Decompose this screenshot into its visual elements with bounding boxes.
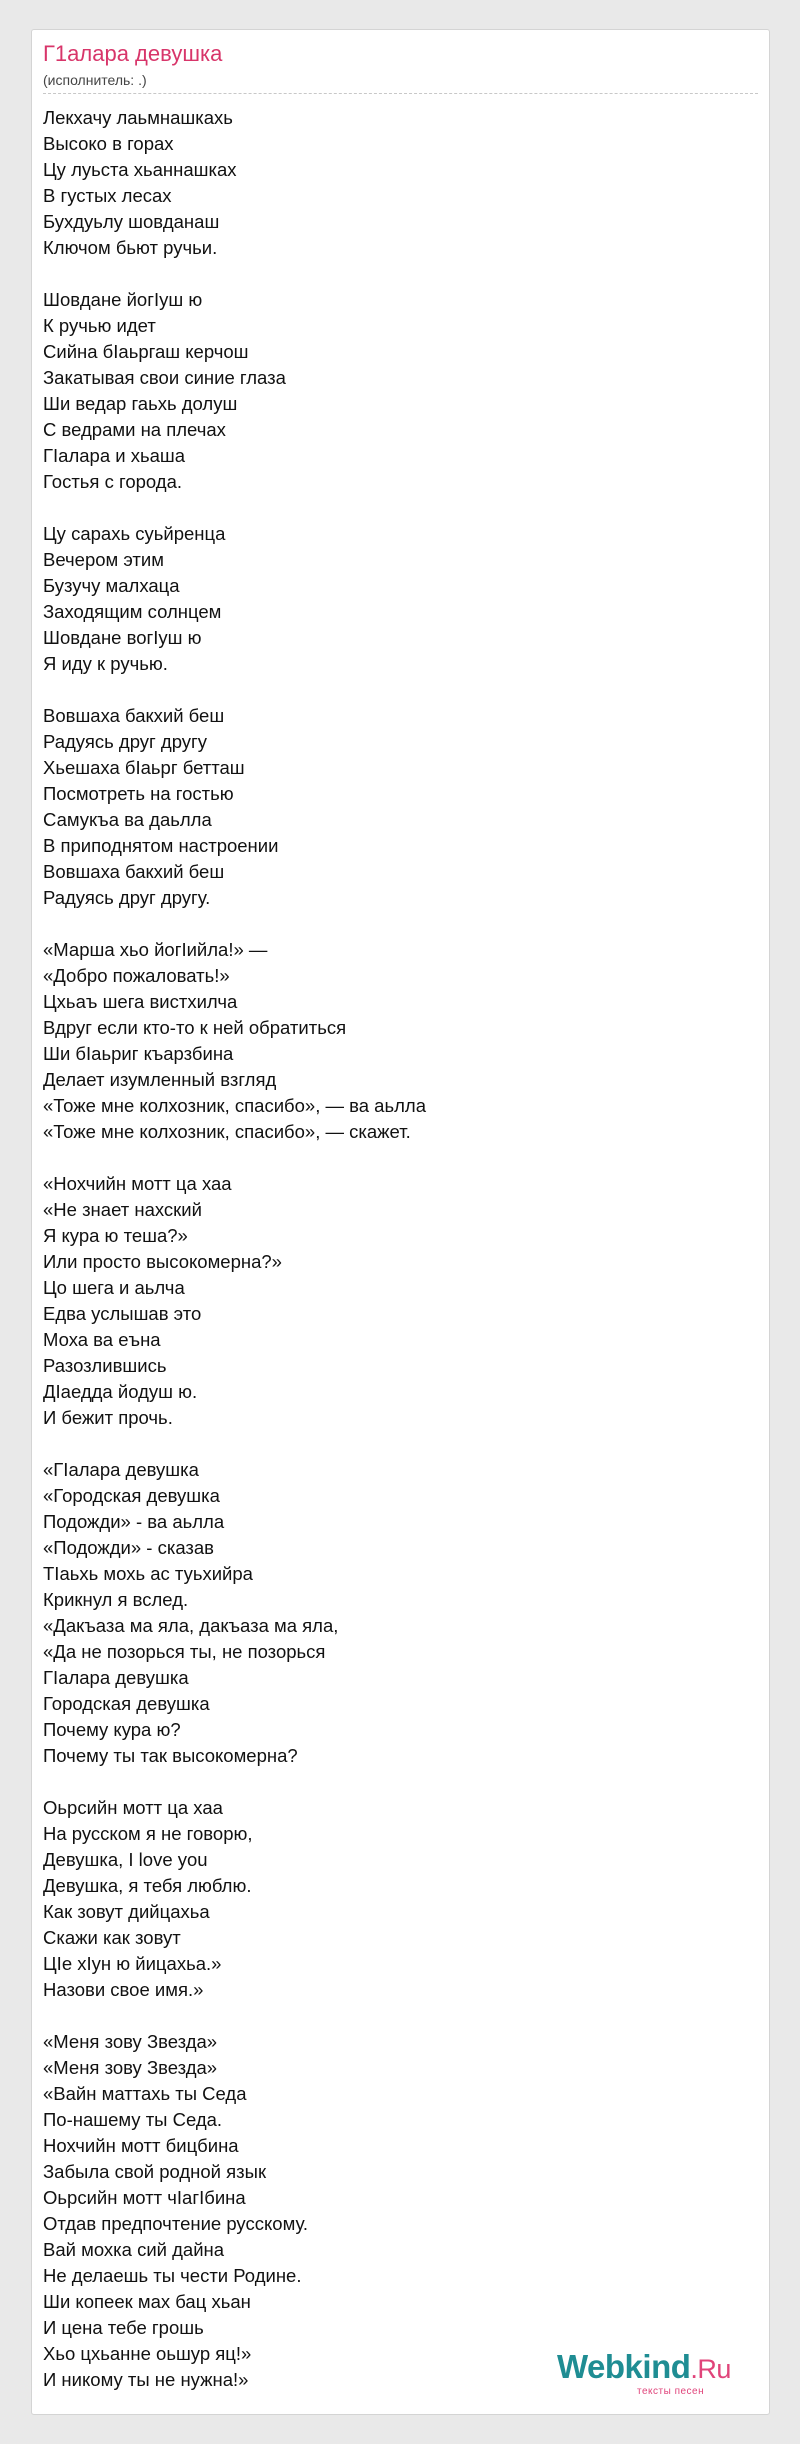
lyric-line: Девушка, I love you [43, 1849, 208, 1870]
song-artist: (исполнитель: .) [43, 72, 147, 88]
lyric-line: Оьрсийн мотт чIагIбина [43, 2187, 246, 2208]
lyric-line: «Меня зову Звезда» [43, 2057, 218, 2078]
lyric-line: Вай мохка сий дайна [43, 2239, 225, 2260]
lyric-line: И цена тебе грошь [43, 2317, 204, 2338]
lyric-line: Сийна бIаьргаш керчош [43, 341, 249, 362]
lyric-line: Не делаешь ты чести Родине. [43, 2265, 302, 2286]
lyric-line: К ручью идет [43, 315, 156, 336]
lyric-line: Бузучу малхаца [43, 575, 180, 596]
lyric-line: Хьешаха бIаьрг бетташ [43, 757, 245, 778]
lyric-line: Делает изумленный взгляд [43, 1069, 277, 1090]
lyric-line: ГIалара и хьаша [43, 445, 186, 466]
stanza-gap [43, 495, 758, 521]
lyric-line: Девушка, я тебя люблю. [43, 1875, 252, 1896]
lyric-line: «Подожди» - сказав [43, 1537, 215, 1558]
lyric-line: «Меня зову Звезда» [43, 2031, 218, 2052]
lyric-line: Оьрсийн мотт ца хаа [43, 1797, 223, 1818]
lyric-line: Назови свое имя.» [43, 1979, 204, 2000]
lyric-line: Закатывая свои синие глаза [43, 367, 286, 388]
stanza-gap [43, 1769, 758, 1795]
lyric-line: «Дакъаза ма яла, дакъаза ма яла, [43, 1615, 339, 1636]
stanza-gap [43, 1431, 758, 1457]
song-title: Г1алара девушка [43, 41, 223, 66]
lyric-line: Самукъа ва даьлла [43, 809, 212, 830]
lyric-line: В приподнятом настроении [43, 835, 279, 856]
lyric-line: Как зовут дийцахьа [43, 1901, 210, 1922]
lyrics-card [31, 29, 770, 2415]
lyric-line: «Да не позорься ты, не позорься [43, 1641, 326, 1662]
lyric-line: Подожди» - ва аьлла [43, 1511, 225, 1532]
lyric-line: Ключом бьют ручьи. [43, 237, 218, 258]
logo-tld: .Ru [690, 2354, 731, 2384]
lyric-line: ДIаедда йодуш ю. [43, 1381, 198, 1402]
lyric-line: «Тоже мне колхозник, спасибо», — скажет. [43, 1121, 411, 1142]
lyrics-body [43, 105, 758, 2393]
stanza-gap [43, 2003, 758, 2029]
lyric-line: Городская девушка [43, 1693, 210, 1714]
lyric-line: «Городская девушка [43, 1485, 220, 1506]
lyric-line: Скажи как зовут [43, 1927, 181, 1948]
lyric-line: По-нашему ты Седа. [43, 2109, 223, 2130]
lyric-line: ГIалара девушка [43, 1667, 189, 1688]
lyric-line: «ГIалара девушка [43, 1459, 199, 1480]
lyric-line: И никому ты не нужна!» [43, 2369, 249, 2390]
lyric-line: Бухдуьлу шовданаш [43, 211, 220, 232]
lyric-line: Моха ва еъна [43, 1329, 161, 1350]
lyric-line: Вдруг если кто-то к ней обратиться [43, 1017, 347, 1038]
lyric-line: Ши копеек мах бац хьан [43, 2291, 251, 2312]
lyric-line: Ши ведар гаьхь долуш [43, 393, 238, 414]
lyric-line: Вовшаха бакхий беш [43, 861, 225, 882]
lyric-line: Высоко в горах [43, 133, 174, 154]
stanza-gap [43, 677, 758, 703]
logo-text: Webkind [557, 2348, 691, 2385]
lyric-line: ЦIе хIун ю йицахьа.» [43, 1953, 222, 1974]
webkind-logo[interactable] [557, 2350, 753, 2398]
lyric-line: Почему кура ю? [43, 1719, 181, 1740]
lyric-line: Забыла свой родной язык [43, 2161, 267, 2182]
divider [43, 93, 758, 94]
lyric-line: Цхьаъ шега вистхилча [43, 991, 238, 1012]
lyric-line: Гостья с города. [43, 471, 183, 492]
stanza-gap [43, 911, 758, 937]
lyric-line: «Добро пожаловать!» [43, 965, 230, 986]
lyric-line: «Тоже мне колхозник, спасибо», — ва аьлла [43, 1095, 426, 1116]
logo-tagline: тексты песен [637, 2386, 705, 2397]
lyric-line: «Не знает нахский [43, 1199, 202, 1220]
lyric-line: Заходящим солнцем [43, 601, 222, 622]
stanza-gap [43, 1145, 758, 1171]
stanza-gap [43, 261, 758, 287]
lyric-line: Я кура ю теша?» [43, 1225, 188, 1246]
lyric-line: Цу сарахь суьйренца [43, 523, 226, 544]
lyric-line: Ши бIаьриг къарзбина [43, 1043, 234, 1064]
lyric-line: Хьо цхьанне оьшур яц!» [43, 2343, 252, 2364]
lyric-line: ТIаьхь мохь ас туьхийра [43, 1563, 253, 1584]
lyric-line: Радуясь друг другу. [43, 887, 211, 908]
lyric-line: Шовдане йогIуш ю [43, 289, 203, 310]
lyric-line: Вечером этим [43, 549, 164, 570]
lyric-line: Едва услышав это [43, 1303, 202, 1324]
lyric-line: Нохчийн мотт бицбина [43, 2135, 239, 2156]
lyric-line: Крикнул я вслед. [43, 1589, 189, 1610]
lyric-line: Лекхачу лаьмнашкахь [43, 107, 233, 128]
lyric-line: Вовшаха бакхий беш [43, 705, 225, 726]
lyric-line: Разозлившись [43, 1355, 167, 1376]
lyric-line: Я иду к ручью. [43, 653, 168, 674]
lyric-line: Шовдане вогIуш ю [43, 627, 202, 648]
lyric-line: В густых лесах [43, 185, 172, 206]
lyric-line: С ведрами на плечах [43, 419, 226, 440]
lyric-line: Радуясь друг другу [43, 731, 208, 752]
lyric-line: Отдав предпочтение русскому. [43, 2213, 309, 2234]
lyric-line: Цу луьста хьаннашках [43, 159, 237, 180]
lyric-line: Или просто высокомерна?» [43, 1251, 282, 1272]
logo-wordmark [557, 2350, 753, 2386]
lyric-line: На русском я не говорю, [43, 1823, 253, 1844]
lyric-line: «Вайн маттахь ты Седа [43, 2083, 247, 2104]
lyric-line: И бежит прочь. [43, 1407, 173, 1428]
lyric-line: «Нохчийн мотт ца хаа [43, 1173, 232, 1194]
lyric-line: Почему ты так высокомерна? [43, 1745, 298, 1766]
lyric-line: Цо шега и аьлча [43, 1277, 185, 1298]
lyric-line: Посмотреть на гостью [43, 783, 234, 804]
lyric-line: «Марша хьо йогIийла!» — [43, 939, 268, 960]
